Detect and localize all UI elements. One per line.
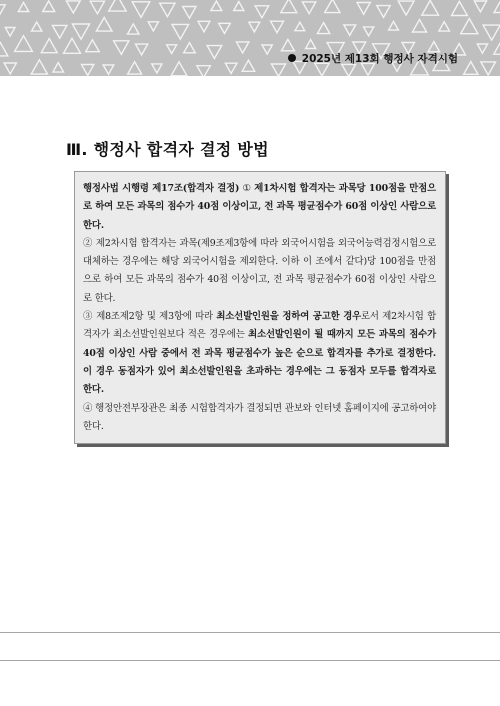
triangle-decoration	[172, 24, 189, 39]
triangle-decoration	[364, 27, 374, 36]
triangle-decoration	[302, 2, 315, 14]
triangle-decoration	[128, 24, 140, 34]
triangle-decoration	[0, 5, 5, 14]
triangle-decoration	[422, 0, 439, 15]
triangle-decoration	[481, 62, 496, 75]
triangle-decoration	[32, 22, 42, 31]
triangle-decoration	[234, 2, 244, 11]
triangle-decoration	[64, 38, 81, 53]
triangle-decoration	[128, 62, 142, 74]
triangle-decoration	[219, 23, 231, 33]
triangle-decoration	[249, 22, 260, 32]
triangle-decoration	[132, 2, 150, 18]
footer-rule-bottom	[0, 660, 500, 661]
triangle-decoration	[66, 1, 80, 13]
triangle-decoration	[281, 0, 297, 13]
triangle-decoration	[398, 1, 414, 15]
triangle-decoration	[184, 43, 196, 53]
triangle-decoration	[53, 63, 64, 73]
triangle-decoration	[114, 41, 129, 55]
law-text-bold: 최소선발인원이 될 때까지 모든 과목의 점수가 40점 이상인 사람 중에서 전 과목 평균점수가 높은 순으로 합격자를 추가로 결정한다. 이 경우 동점자가 있어 최소선발인원을 초과하는 경우에는 그 동점자 모두를 합격자로 한다.	[83, 329, 436, 396]
bullet-icon	[288, 54, 296, 62]
triangle-decoration	[82, 65, 94, 76]
triangle-decoration	[342, 64, 356, 76]
triangle-decoration	[325, 0, 340, 13]
triangle-decoration	[439, 22, 450, 31]
triangle-decoration	[72, 24, 89, 39]
triangle-decoration	[15, 36, 33, 52]
triangle-decoration	[197, 66, 210, 76]
triangle-decoration	[389, 21, 399, 30]
triangle-decoration	[271, 64, 285, 76]
triangle-decoration	[271, 21, 284, 33]
triangle-decoration	[477, 44, 487, 53]
triangle-decoration	[452, 1, 468, 15]
triangle-decoration	[52, 25, 67, 38]
triangle-decoration	[43, 1, 55, 12]
triangle-decoration	[148, 22, 158, 31]
law-excerpt-box	[74, 171, 446, 444]
law-text-bold: 최소선발인원을 정하여 공고한 경우	[216, 311, 362, 323]
triangle-decoration	[86, 40, 100, 52]
exam-label	[288, 50, 458, 66]
triangle-decoration	[412, 20, 426, 33]
triangle-decoration	[31, 60, 47, 74]
triangle-decoration	[160, 3, 175, 17]
triangle-decoration	[136, 44, 148, 55]
triangle-decoration	[4, 63, 16, 74]
triangle-decoration	[357, 3, 370, 15]
triangle-decoration	[295, 22, 305, 31]
triangle-decoration	[90, 1, 104, 14]
triangle-decoration	[207, 46, 222, 59]
triangle-decoration	[494, 41, 500, 54]
triangle-decoration	[5, 28, 15, 37]
section-title: Ⅲ. 행정사 합격자 결정 방법	[66, 140, 269, 159]
triangle-decoration	[461, 19, 478, 34]
law-paragraph-2: ② 제2차시험 합격자는 과목(제9조제3항에 따라 외국어시험을 외국어능력검정시험으로 대체하는 경우에는 해당 외국어시험을 제외한다. 이하 이 조에서 같다)당 100점을 만점으로 하여 모든 과목의 점수가 40점 이상이고, 전 과목 평균점수가 60점 이상인 사람으로 한다.	[83, 237, 436, 304]
triangle-decoration	[183, 7, 196, 19]
triangle-decoration	[483, 25, 500, 40]
triangle-decoration	[96, 17, 112, 31]
triangle-decoration	[41, 39, 57, 53]
triangle-decoration	[167, 45, 177, 54]
law-paragraph-4: ④ 행정안전부장관은 최종 시험합격자가 결정되면 관보와 인터넷 홈페이지에 공고하여야 한다.	[83, 402, 436, 432]
triangle-decoration	[18, 2, 28, 11]
triangle-decoration	[109, 0, 127, 11]
triangle-decoration	[198, 21, 210, 32]
triangle-decoration	[0, 43, 8, 56]
triangle-decoration	[306, 40, 316, 49]
triangle-decoration	[464, 62, 478, 75]
triangle-decoration	[474, 1, 486, 12]
law-text-bold: 제1차시험 합격자는 과목당 100점을 만점으로 하여 모든 과목의 점수가 40점 이상이고, 전 과목 평균점수가 60점 이상인 사람으로 한다.	[83, 183, 436, 231]
triangle-decoration	[377, 6, 390, 18]
triangle-decoration	[255, 6, 269, 18]
triangle-decoration	[317, 23, 329, 34]
triangle-decoration	[225, 63, 237, 73]
triangle-decoration	[494, 0, 500, 13]
triangle-decoration	[236, 42, 249, 53]
law-text: 로서 제2차시험 합격자가 최소선발인원보다 적은 경우에는	[83, 311, 436, 341]
triangle-decoration	[152, 64, 162, 73]
exam-label-text: 2025년 제13회 행정사 자격시험	[301, 52, 458, 65]
law-paragraph-1	[83, 180, 436, 235]
law-text: ③ 제8조제2항 및 제3항에 따라	[83, 311, 217, 323]
triangle-decoration	[262, 45, 272, 54]
triangle-decoration	[103, 65, 114, 74]
triangle-decoration	[242, 60, 255, 71]
triangle-decoration	[344, 25, 356, 36]
law-article-heading: 행정사법 시행령 제17조(합격자 결정)	[83, 183, 240, 194]
triangle-decoration	[171, 62, 187, 76]
paragraph-number: ①	[239, 183, 255, 194]
footer-rule-top	[0, 632, 500, 633]
triangle-decoration	[211, 1, 222, 11]
law-paragraph-3	[83, 308, 436, 399]
